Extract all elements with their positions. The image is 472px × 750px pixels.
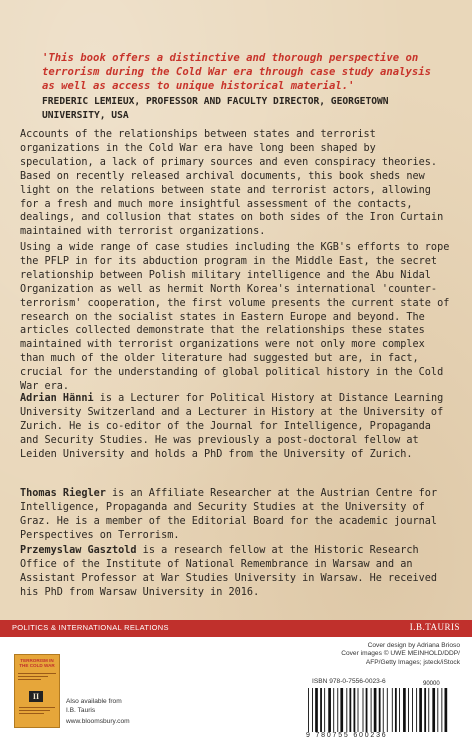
isbn-label: ISBN 978-0-7556-0023-6 <box>312 678 386 685</box>
endorsement-quote: 'This book offers a distinctive and thorough perspective on terrorism during the Cold War era through case study analysis as well as access to unique historical material.' <box>42 52 432 92</box>
thumbnail-volume-badge: II <box>29 691 43 702</box>
credit-line: Cover images © UWE MEINHOLD/DDP/ <box>341 650 460 658</box>
subject-category: POLITICS & INTERNATIONAL RELATIONS <box>12 623 169 632</box>
blurb-paragraph-2: Using a wide range of case studies including the KGB's efforts to rope the PFLP in for its abduction program in the Middle East, the secret relationship between Polish military intelligence and the Abu Nidal Organization as well as hermit North Korea's international 'counter-terrorism' cooperation, the first volume presents the current state of research on the socialist states in Eastern Europe and beyond. The articles collected demonstrate that the relationships these states maintained with terrorist organizations were not only more complex than much of the older literature had suggested but are, in fact, crucial for the understanding of global political history in the Cold War era. <box>20 242 450 393</box>
volume-thumbnail-image <box>14 654 60 728</box>
author-bio-text: is a research fellow at the Historic Research Office of the Institute of National Remembrance in Warsaw and an Assistant Professor at War Studies University in Warsaw. He received his PhD from Warsaw University in 2016. <box>20 545 438 598</box>
author-bio-text: is an Affiliate Researcher at the Austrian Centre for Intelligence, Propaganda and Security Studies at the University of Graz. He is a member of the Editorial Board for the academic journal Perspectives on Terrorism. <box>20 488 438 541</box>
also-available-label: Also available from <box>66 698 122 705</box>
also-available-note <box>66 698 122 715</box>
publisher-logo: I.B.TAURIS <box>409 622 460 632</box>
thumbnail-editor-lines <box>19 707 55 716</box>
category-bar <box>0 620 472 637</box>
barcode-digits: 9 780755 600236 <box>306 732 388 739</box>
author-bio-gasztold <box>20 544 450 600</box>
author-bio-text: is a Lecturer for Political History at Distance Learning University Switzerland and a Lecturer in History at the University of Zurich. He is co-editor of the Journal for Intelligence, Propaganda and Security Studies. He was previously a post-doctoral fellow at Leiden University and holds a PhD from the University of Zurich. <box>20 393 444 460</box>
blurb-paragraph-1: Accounts of the relationships between states and terrorist organizations in the Cold War era have long been shaped by speculation, a lack of primary sources and even conspiracy theories. Based on recently released archival documents, this book sheds new light on the relations between state and terrorist actors, allowing for a fresh and much more insightful assessment of the contacts, dealings, and collusion that states on both sides of the Iron Curtain maintained with terrorist organizations. <box>20 129 444 238</box>
credit-line: AFP/Getty Images; jsteck/iStock <box>365 658 460 666</box>
author-name: Adrian Hänni <box>20 393 94 404</box>
author-bio-riegler <box>20 487 450 543</box>
barcode-image <box>306 688 452 732</box>
publisher-website: www.bloomsbury.com <box>66 718 130 725</box>
author-name: Przemyslaw Gasztold <box>20 545 137 556</box>
endorsement-attribution: FREDERIC LEMIEUX, PROFESSOR AND FACULTY DIRECTOR, GEORGETOWN UNIVERSITY, USA <box>42 96 389 121</box>
also-available-publisher: I.B. Tauris <box>66 706 96 714</box>
cover-credits <box>260 642 460 667</box>
price-code: 90000 <box>423 681 440 687</box>
author-name: Thomas Riegler <box>20 488 106 499</box>
thumbnail-subtitle-lines <box>18 673 56 687</box>
thumbnail-title: TERRORISM IN THE COLD WAR <box>19 658 55 668</box>
author-bio-hanni <box>20 392 450 462</box>
credit-line: Cover design by Adriana Brioso <box>367 642 460 649</box>
